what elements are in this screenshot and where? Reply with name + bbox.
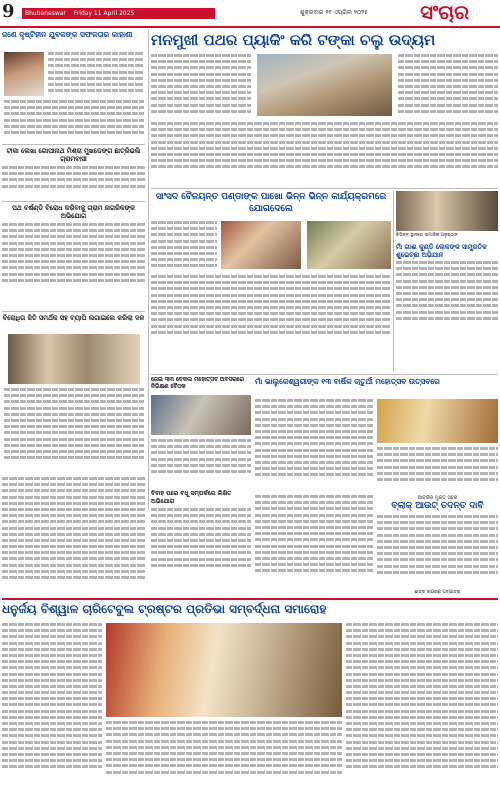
bottom-headline: ଧନୁର୍ଜୟ ବିଶ୍ୱାଳ ଚାରିଟେବୁଲ ଟ୍ରଷ୍ଟର ପ୍ରତିଭା ସମ୍ବର୍ଦ୍ଧନା ସମାରୋହ bbox=[2, 602, 327, 616]
right-low-story bbox=[377, 495, 498, 595]
center-small-headline: ଜେଇ ୩୩ ବେକଲ ମହୋତ୍ସବ ଅବସରରେ ନିରିକ୍ଷଣ ବୈଠକ bbox=[151, 377, 244, 390]
main-headline: ମନମୁଖୀ ପଥର ପ୍ୟାକିଂ କରି ଟଙ୍କା ଚଲୁ ଉଦ୍ୟମ bbox=[151, 31, 436, 49]
right-mid-story bbox=[396, 191, 498, 371]
group-photo-left bbox=[8, 334, 140, 384]
stone-packing-photo bbox=[257, 54, 392, 116]
edition-date: Friday 11 April 2025 bbox=[73, 10, 135, 17]
left-low-headline: ବିରୋଧିତା ଜିତି ସମର୍ଥକ ସହ ବ୍ୟାପି ଲଗାଇଲେ କରିଲା ଦଳ bbox=[2, 314, 145, 322]
right-small-caption: ଛାତ୍ର ଜାଗରଣ ପଦଯାତ୍ରା bbox=[414, 590, 461, 595]
mp-headline: ସାଂସଦ ବୈଜୟନ୍ତ ପଣ୍ଡାଙ୍କ ପାଖୋ ଭିନ୍ନ ଭିନ୍ନ କାର୍ଯ୍ୟକ୍ରମରେ ଯୋଗଦେଲେ bbox=[155, 192, 387, 214]
left-top-headline: ଜଣେ ଦୃଷ୍ଟିହୀନ ଯୁବକଙ୍କ ସଫଳତାର କାହାଣୀ bbox=[2, 30, 133, 39]
left-low-story bbox=[2, 314, 145, 474]
right-mid-caption: ବିଭିନ୍ନ ସ୍ଥାନରେ ସାମାଜିକ ଅନୁଷ୍ଠାନ bbox=[396, 233, 458, 238]
trust-event-photo bbox=[106, 623, 342, 717]
left-mid2-headline: ପଥ ବର୍ଷଣ୍ଡି ବିରୋଧ କରିବାକୁ ଗ୍ରାମ ନାଗରିକଙ୍କ ଅଭିଯୋଗ bbox=[12, 204, 135, 220]
edition-strip bbox=[22, 8, 215, 19]
center-wide-headline: ମାଁ ଭାଲୁକେଶ୍ୱରୀଙ୍କ ୧୩ ବାର୍ଷିକ ଚାତୁର୍ଥୀ ମହୋତ୍ସବ ଉତ୍ସବରେ bbox=[255, 377, 440, 386]
right-mid-headline: ମାଁ ଗାଈ କୁଣ୍ଡି ଲୋକଙ୍କ ସାମ୍ପ୍ରତିକ ଶୁଭେଚ୍ଛା ଅଭିଯାନ bbox=[396, 243, 487, 259]
bottom-story bbox=[2, 601, 498, 785]
right-low-headline: ବ୍ଲାକ୍ ଆଉଟ୍ ତଦନ୍ତ ଦାବି bbox=[391, 501, 484, 511]
center-low-story bbox=[151, 490, 251, 590]
festival-photo bbox=[377, 399, 498, 443]
mp-story bbox=[151, 191, 391, 371]
left-top-story bbox=[2, 30, 145, 142]
social-org-photo bbox=[396, 191, 498, 231]
masthead bbox=[0, 0, 500, 28]
right-low-caption: ଆବର୍ଜନା ମୁକ୍ତ ସହର bbox=[417, 495, 458, 501]
main-story bbox=[151, 30, 498, 185]
left-mid-story bbox=[2, 147, 145, 199]
center-small-story bbox=[151, 377, 251, 487]
center-wide-story bbox=[255, 377, 498, 492]
left-mid-headline: ଟୀକା ଲେଖା ଗୋପୀନାଥ ମିଶ୍ରା ମୁଖଡେଙ୍ଗ ଛାତ୍ରିଭଲି ଗ୍ରାମବାସୀ bbox=[6, 147, 141, 163]
portrait-photo bbox=[4, 52, 44, 96]
left-bottom-text bbox=[2, 477, 145, 589]
center-low-headline: ବିବାହ ପରେ ବଧୂ ସମ୍ପର୍କରେ ଲିଖିତ ଅଭିଯୋଗ bbox=[151, 490, 232, 505]
edition-name: Bhubaneswar bbox=[25, 10, 66, 17]
left-mid2-story bbox=[2, 204, 145, 309]
page-number: 9 bbox=[2, 1, 15, 22]
mp-photo-2 bbox=[307, 221, 391, 269]
odia-date: ଶୁକ୍ରବାର ୧୧ ଏପ୍ରିଲ ୨୦୨୫ bbox=[300, 9, 368, 16]
center-low-text bbox=[255, 495, 373, 590]
mp-photo-1 bbox=[221, 221, 301, 269]
meeting-photo bbox=[151, 395, 251, 435]
newspaper-logo: ସଂଚାର bbox=[420, 0, 470, 24]
